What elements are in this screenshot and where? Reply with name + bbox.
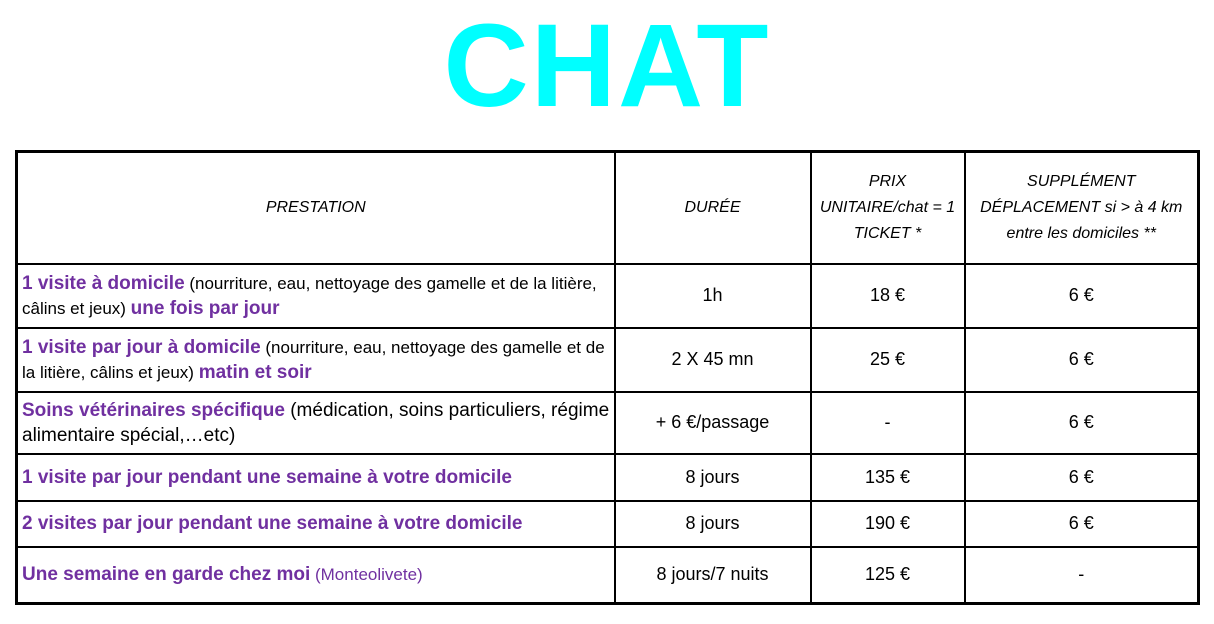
prestation-lead: 1 visite par jour pendant une semaine à votre domicile — [22, 466, 512, 488]
table-row — [17, 264, 1199, 328]
row-prestation — [17, 392, 615, 454]
table-row — [17, 454, 1199, 501]
table-row — [17, 547, 1199, 604]
prestation-lead: Soins vétérinaires spécifique — [22, 399, 285, 421]
row-prestation — [17, 264, 615, 328]
row-duree: + 6 €/passage — [615, 392, 811, 454]
header-prestation: PRESTATION — [17, 152, 615, 264]
row-prix: - — [811, 392, 965, 454]
row-prix: 125 € — [811, 547, 965, 604]
prestation-detail: (nourriture, eau, nettoyage des gamelle et de la litière, câlins et jeux) — [22, 337, 605, 382]
row-duree: 8 jours/7 nuits — [615, 547, 811, 604]
prestation-lead: 1 visite par jour à domicile — [22, 336, 261, 358]
row-supplement: 6 € — [965, 392, 1199, 454]
row-supplement: - — [965, 547, 1199, 604]
row-duree: 8 jours — [615, 501, 811, 547]
row-prestation — [17, 501, 615, 547]
header-duree: DURÉE — [615, 152, 811, 264]
prestation-detail: (Monteolivete) — [310, 565, 423, 585]
page-title: CHAT — [443, 0, 771, 132]
header-prix: PRIX UNITAIRE/chat = 1 TICKET * — [811, 152, 965, 264]
row-duree: 8 jours — [615, 454, 811, 501]
row-prestation — [17, 547, 615, 604]
row-duree: 1h — [615, 264, 811, 328]
table-row — [17, 328, 1199, 392]
row-supplement: 6 € — [965, 454, 1199, 501]
row-prix: 190 € — [811, 501, 965, 547]
prestation-lead: 2 visites par jour pendant une semaine à votre domicile — [22, 513, 523, 534]
prestation-detail: (médication, soins particuliers, régime alimentaire spécial,…etc) — [22, 399, 610, 446]
prestation-tail: matin et soir — [198, 361, 312, 383]
row-supplement: 6 € — [965, 328, 1199, 392]
header-supplement: SUPPLÉMENT DÉPLACEMENT si > à 4 km entre les domiciles ** — [965, 152, 1199, 264]
row-prix: 135 € — [811, 454, 965, 501]
row-supplement: 6 € — [965, 264, 1199, 328]
row-duree: 2 X 45 mn — [615, 328, 811, 392]
prestation-detail: (nourriture, eau, nettoyage des gamelle et de la litière, câlins et jeux) — [22, 273, 597, 318]
row-supplement: 6 € — [965, 501, 1199, 547]
table-header-row — [17, 152, 1199, 264]
table-row — [17, 392, 1199, 454]
row-prestation — [17, 328, 615, 392]
table-row — [17, 501, 1199, 547]
prestation-tail: une fois par jour — [130, 297, 280, 319]
pricing-table — [15, 150, 1200, 605]
row-prix: 25 € — [811, 328, 965, 392]
row-prix: 18 € — [811, 264, 965, 328]
row-prestation — [17, 454, 615, 501]
prestation-lead: 1 visite à domicile — [22, 272, 185, 294]
prestation-lead: Une semaine en garde chez moi — [22, 564, 311, 586]
